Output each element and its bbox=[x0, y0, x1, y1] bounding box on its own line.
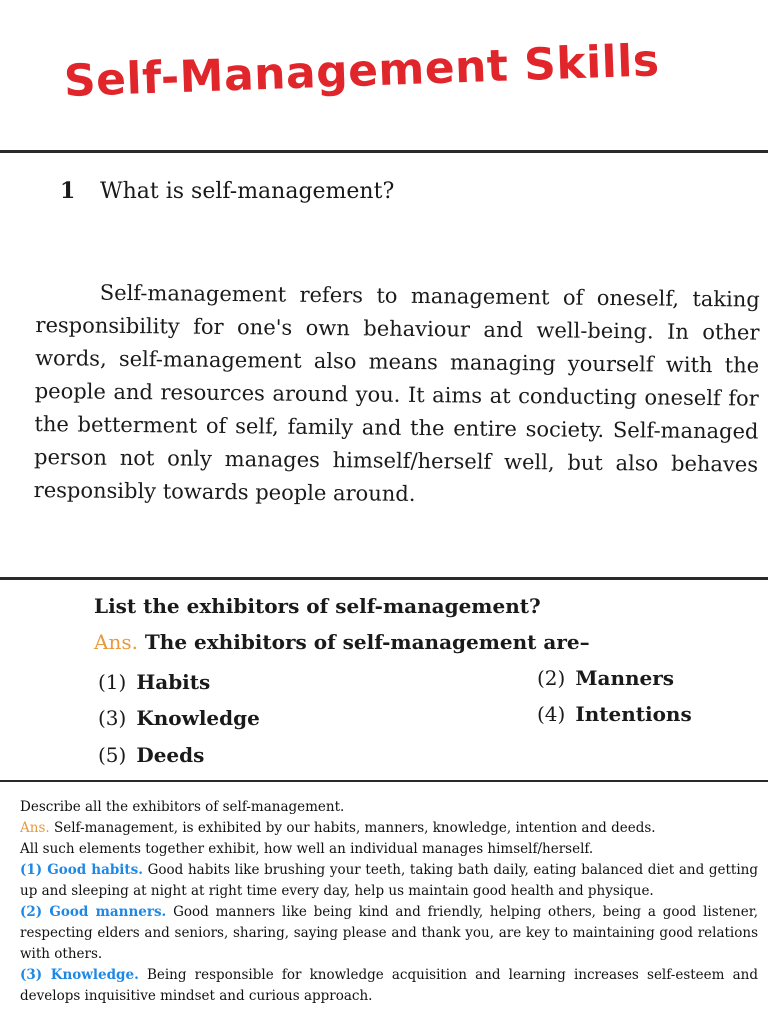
exhibitor-item: (2) Manners bbox=[537, 666, 675, 690]
exhibitor-item: (4) Intentions bbox=[537, 702, 692, 726]
point-good-habits: (1) Good habits. Good habits like brushing your teeth, taking bath daily, eating balanced diet and getting up and sleeping at night at right time every day, help us maintain good health and physique. bbox=[20, 862, 759, 899]
answer-3-line2: All such elements together exhibit, how well an individual manages himself/herself. bbox=[20, 841, 594, 857]
ans-label: Ans. bbox=[94, 630, 138, 654]
answer-intro-text: The exhibitors of self-management are– bbox=[144, 630, 590, 654]
answer-3-line1: Ans. Self-management, is exhibited by our habits, manners, knowledge, intention and deeds. bbox=[20, 820, 656, 836]
question-text: What is self-management? bbox=[100, 179, 395, 204]
point-knowledge: (3) Knowledge. Being responsible for knowledge acquisition and learning increases self-esteem and develops inquisitive mindset and curious approach. bbox=[20, 967, 758, 1004]
divider-top bbox=[0, 150, 768, 153]
question-2: List the exhibitors of self-management? bbox=[94, 594, 541, 618]
page-title: Self-Management Skills bbox=[63, 35, 661, 107]
divider-bottom bbox=[0, 780, 768, 782]
exhibitor-item: (1) Habits bbox=[98, 670, 211, 694]
question-3: Describe all the exhibitors of self-management. bbox=[20, 799, 345, 815]
section-3 bbox=[20, 797, 758, 1007]
question-1 bbox=[60, 178, 394, 204]
point-good-manners: (2) Good manners. Good manners like being kind and friendly, helping others, being a good listener, respecting elders and seniors, sharing, saying please and thank you, are key to maintaining good relations with others. bbox=[20, 904, 759, 962]
answer-2-intro bbox=[94, 630, 590, 654]
exhibitor-item: (3) Knowledge bbox=[98, 706, 260, 730]
answer-paragraph: Self-management refers to management of oneself, taking responsibility for one's own behaviour and well-being. In other words, self-management also means managing yourself with the people and resources around you. It aims at conducting oneself for the betterment of self, family and the entire society. Self-managed person not only manages himself/herself well, but also behaves responsibly towards people around. bbox=[33, 280, 760, 506]
ans-label: Ans. bbox=[20, 820, 50, 836]
question-number: 1 bbox=[60, 178, 76, 204]
exhibitor-item: (5) Deeds bbox=[98, 743, 205, 767]
divider-middle bbox=[0, 577, 768, 580]
